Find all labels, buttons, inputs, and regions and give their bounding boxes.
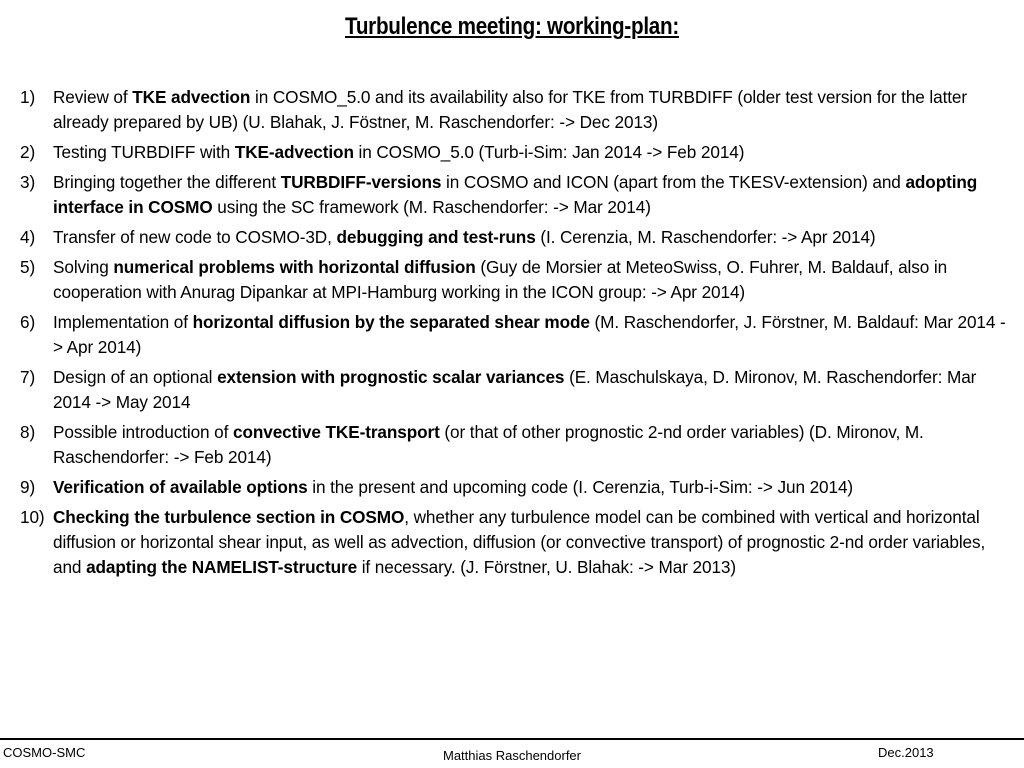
footer-author: Matthias Raschendorfer <box>442 748 581 763</box>
plan-item-emphasis: horizontal diffusion by the separated shear mode <box>192 312 590 332</box>
plan-item-segment: in COSMO_5.0 (Turb-i-Sim: Jan 2014 -> Feb 2014) <box>353 142 745 162</box>
plan-item-segment: (Guy de Morsier at MeteoSwiss, O. Fuhrer, M. Baldauf, also in cooperation with Anurag Dipankar at MPI-Hamburg working in the ICON group: -> Apr 2014) <box>53 257 948 302</box>
plan-item-number: 2) <box>20 142 36 162</box>
plan-item-number: 5) <box>20 257 36 277</box>
plan-item-segment: (or that of other prognostic 2-nd order variables) (D. Mironov, M. Raschendorfer: -> Feb 2014) <box>53 422 924 467</box>
plan-item-6 <box>20 310 1020 360</box>
plan-item-text <box>53 140 1020 165</box>
slide-title: Turbulence meeting: working-plan: <box>345 13 679 40</box>
plan-item-9 <box>20 475 1020 500</box>
plan-item-text <box>53 505 1020 580</box>
plan-item-10 <box>20 505 1020 580</box>
plan-item-segment: Review of <box>53 87 133 107</box>
plan-item-segment: Testing TURBDIFF with <box>53 142 235 162</box>
plan-item-text <box>53 420 1020 470</box>
plan-item-segment: Design of an optional <box>53 367 218 387</box>
plan-item-number: 3) <box>20 172 36 192</box>
plan-item-text <box>53 365 1020 415</box>
plan-item-segment: in COSMO and ICON (apart from the TKESV-extension) and <box>441 172 906 192</box>
plan-item-segment: in COSMO_5.0 and its availability also for TKE from TURBDIFF (older test version for the latter already prepared by UB) (U. Blahak, J. Föstner, M. Raschendorfer: -> Dec 2013) <box>53 87 968 132</box>
plan-item-segment: in the present and upcoming code (I. Cerenzia, Turb-i-Sim: -> Jun 2014) <box>307 477 854 497</box>
plan-item-number: 9) <box>20 477 36 497</box>
plan-item-segment: (E. Maschulskaya, D. Mironov, M. Raschendorfer: Mar 2014 -> May 2014 <box>53 367 977 412</box>
footer-divider <box>0 738 1024 740</box>
plan-item-text <box>53 475 1020 500</box>
plan-item-emphasis: adopting interface in COSMO <box>53 172 978 217</box>
plan-item-segment: Transfer of new code to COSMO-3D, <box>53 227 337 247</box>
plan-item-number: 6) <box>20 312 36 332</box>
footer-date: Dec.2013 <box>878 745 934 760</box>
plan-item-emphasis: TKE-advection <box>234 142 354 162</box>
plan-item-1 <box>20 85 1020 135</box>
plan-item-emphasis: TURBDIFF-versions <box>280 172 442 192</box>
plan-item-emphasis: extension with prognostic scalar variances <box>217 367 565 387</box>
plan-item-emphasis: numerical problems with horizontal diffusion <box>113 257 476 277</box>
plan-item-segment: , whether any turbulence model can be combined with vertical and horizontal diffusion or horizontal shear input, as well as advection, diffusion (or convective transport) of prognostic 2-nd order variables, and <box>53 507 986 577</box>
plan-item-7 <box>20 365 1020 415</box>
plan-item-number: 10) <box>20 507 45 527</box>
plan-item-4 <box>20 225 1020 250</box>
plan-item-segment: (I. Cerenzia, M. Raschendorfer: -> Apr 2014) <box>535 227 876 247</box>
plan-item-emphasis: Checking the turbulence section in COSMO <box>53 507 405 527</box>
plan-item-2 <box>20 140 1020 165</box>
plan-item-emphasis: Verification of available options <box>53 477 308 497</box>
plan-item-emphasis: TKE advection <box>132 87 251 107</box>
working-plan-list <box>20 85 1020 585</box>
plan-item-3 <box>20 170 1020 220</box>
plan-item-text <box>53 255 1020 305</box>
plan-item-text <box>53 225 1020 250</box>
plan-item-segment: Bringing together the different <box>53 172 281 192</box>
plan-item-text <box>53 85 1020 135</box>
plan-item-8 <box>20 420 1020 470</box>
plan-item-text <box>53 310 1020 360</box>
plan-item-text <box>53 170 1020 220</box>
plan-item-number: 8) <box>20 422 36 442</box>
footer-organization: COSMO-SMC <box>3 745 86 760</box>
plan-item-emphasis: adapting the NAMELIST-structure <box>86 557 358 577</box>
plan-item-number: 4) <box>20 227 36 247</box>
plan-item-segment: using the SC framework (M. Raschendorfer: -> Mar 2014) <box>212 197 651 217</box>
plan-item-segment: Implementation of <box>53 312 193 332</box>
plan-item-emphasis: convective TKE-transport <box>232 422 440 442</box>
plan-item-5 <box>20 255 1020 305</box>
plan-item-segment: Possible introduction of <box>53 422 233 442</box>
plan-item-number: 7) <box>20 367 36 387</box>
plan-item-segment: Solving <box>53 257 114 277</box>
plan-item-segment: if necessary. (J. Förstner, U. Blahak: -> Mar 2013) <box>357 557 736 577</box>
plan-item-number: 1) <box>20 87 36 107</box>
plan-item-segment: (M. Raschendorfer, J. Förstner, M. Baldauf: Mar 2014 -> Apr 2014) <box>53 312 1006 357</box>
plan-item-emphasis: debugging and test-runs <box>336 227 536 247</box>
